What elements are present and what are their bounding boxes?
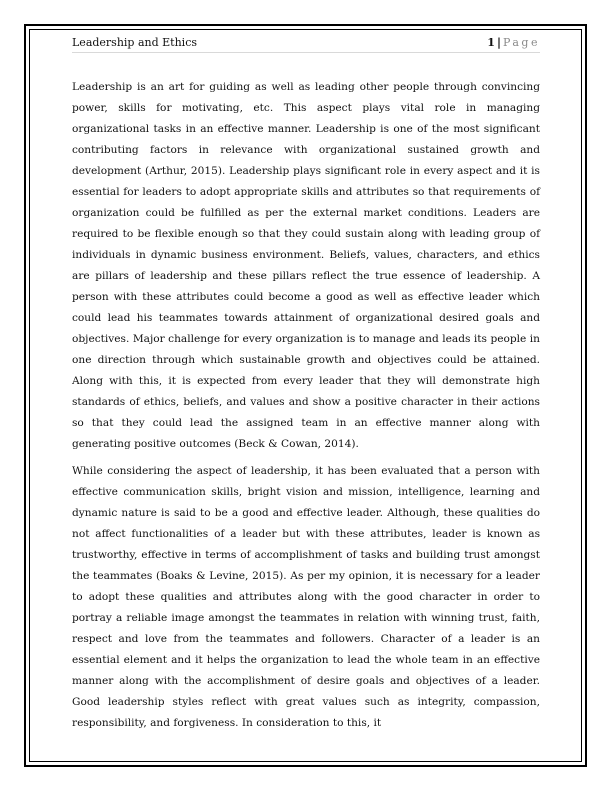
- paragraph: While considering the aspect of leadership, it has been evaluated that a person with effective communication skills, bright vision and mission, intelligence, learning and dynamic nature is said to be a good and effective leader. Although, these qualities do not affect functionalities of a leader but with these attributes, leader is known as trustworthy, effective in terms of accomplishment of tasks and building trust amongst the teammates (Boaks & Levine, 2015). As per my opinion, it is necessary for a leader to adopt these qualities and attributes along with the good character in order to portray a reliable image amongst the teammates in relation with winning trust, faith, respect and love from the teammates and followers. Character of a leader is an essential element and it helps the organization to lead the whole team in an effective manner along with the accomplishment of desire goals and objectives of a leader. Good leadership styles reflect with great values such as integrity, compassion, responsibility, and forgiveness. In consideration to this, it: [72, 465, 540, 729]
- page-indicator: [487, 36, 540, 50]
- page-separator: |: [496, 36, 501, 49]
- document-title: Leadership and Ethics: [72, 36, 198, 49]
- paragraph: Leadership is an art for guiding as well as leading other people through convincing power, skills for motivating, etc. This aspect plays vital role in managing organizational tasks in an effective manner. Leadership is one of the most significant contributing factors in relevance with organizational sustained growth and development (Arthur, 2015). Leadership plays significant role in every aspect and it is essential for leaders to adopt appropriate skills and attributes so that requirements of organization could be fulfilled as per the external market conditions. Leaders are required to be flexible enough so that they could sustain along with leading group of individuals in dynamic business environment. Beliefs, values, characters, and ethics are pillars of leadership and these pillars reflect the true essence of leadership. A person with these attributes could become a good as well as effective leader which could lead his teammates towards attainment of organizational desired goals and objectives. Major challenge for every organization is to manage and leads its people in one direction through which sustainable growth and objectives could be attained. Along with this, it is expected from every leader that they will demonstrate high standards of ethics, beliefs, and values and show a positive character in their actions so that they could lead the assigned team in an effective manner along with generating positive outcomes (Beck & Cowan, 2014).: [72, 81, 540, 450]
- page-label: Page: [502, 36, 540, 49]
- page-header: [72, 36, 540, 53]
- document-body: [72, 77, 540, 740]
- page-number: 1: [487, 36, 495, 49]
